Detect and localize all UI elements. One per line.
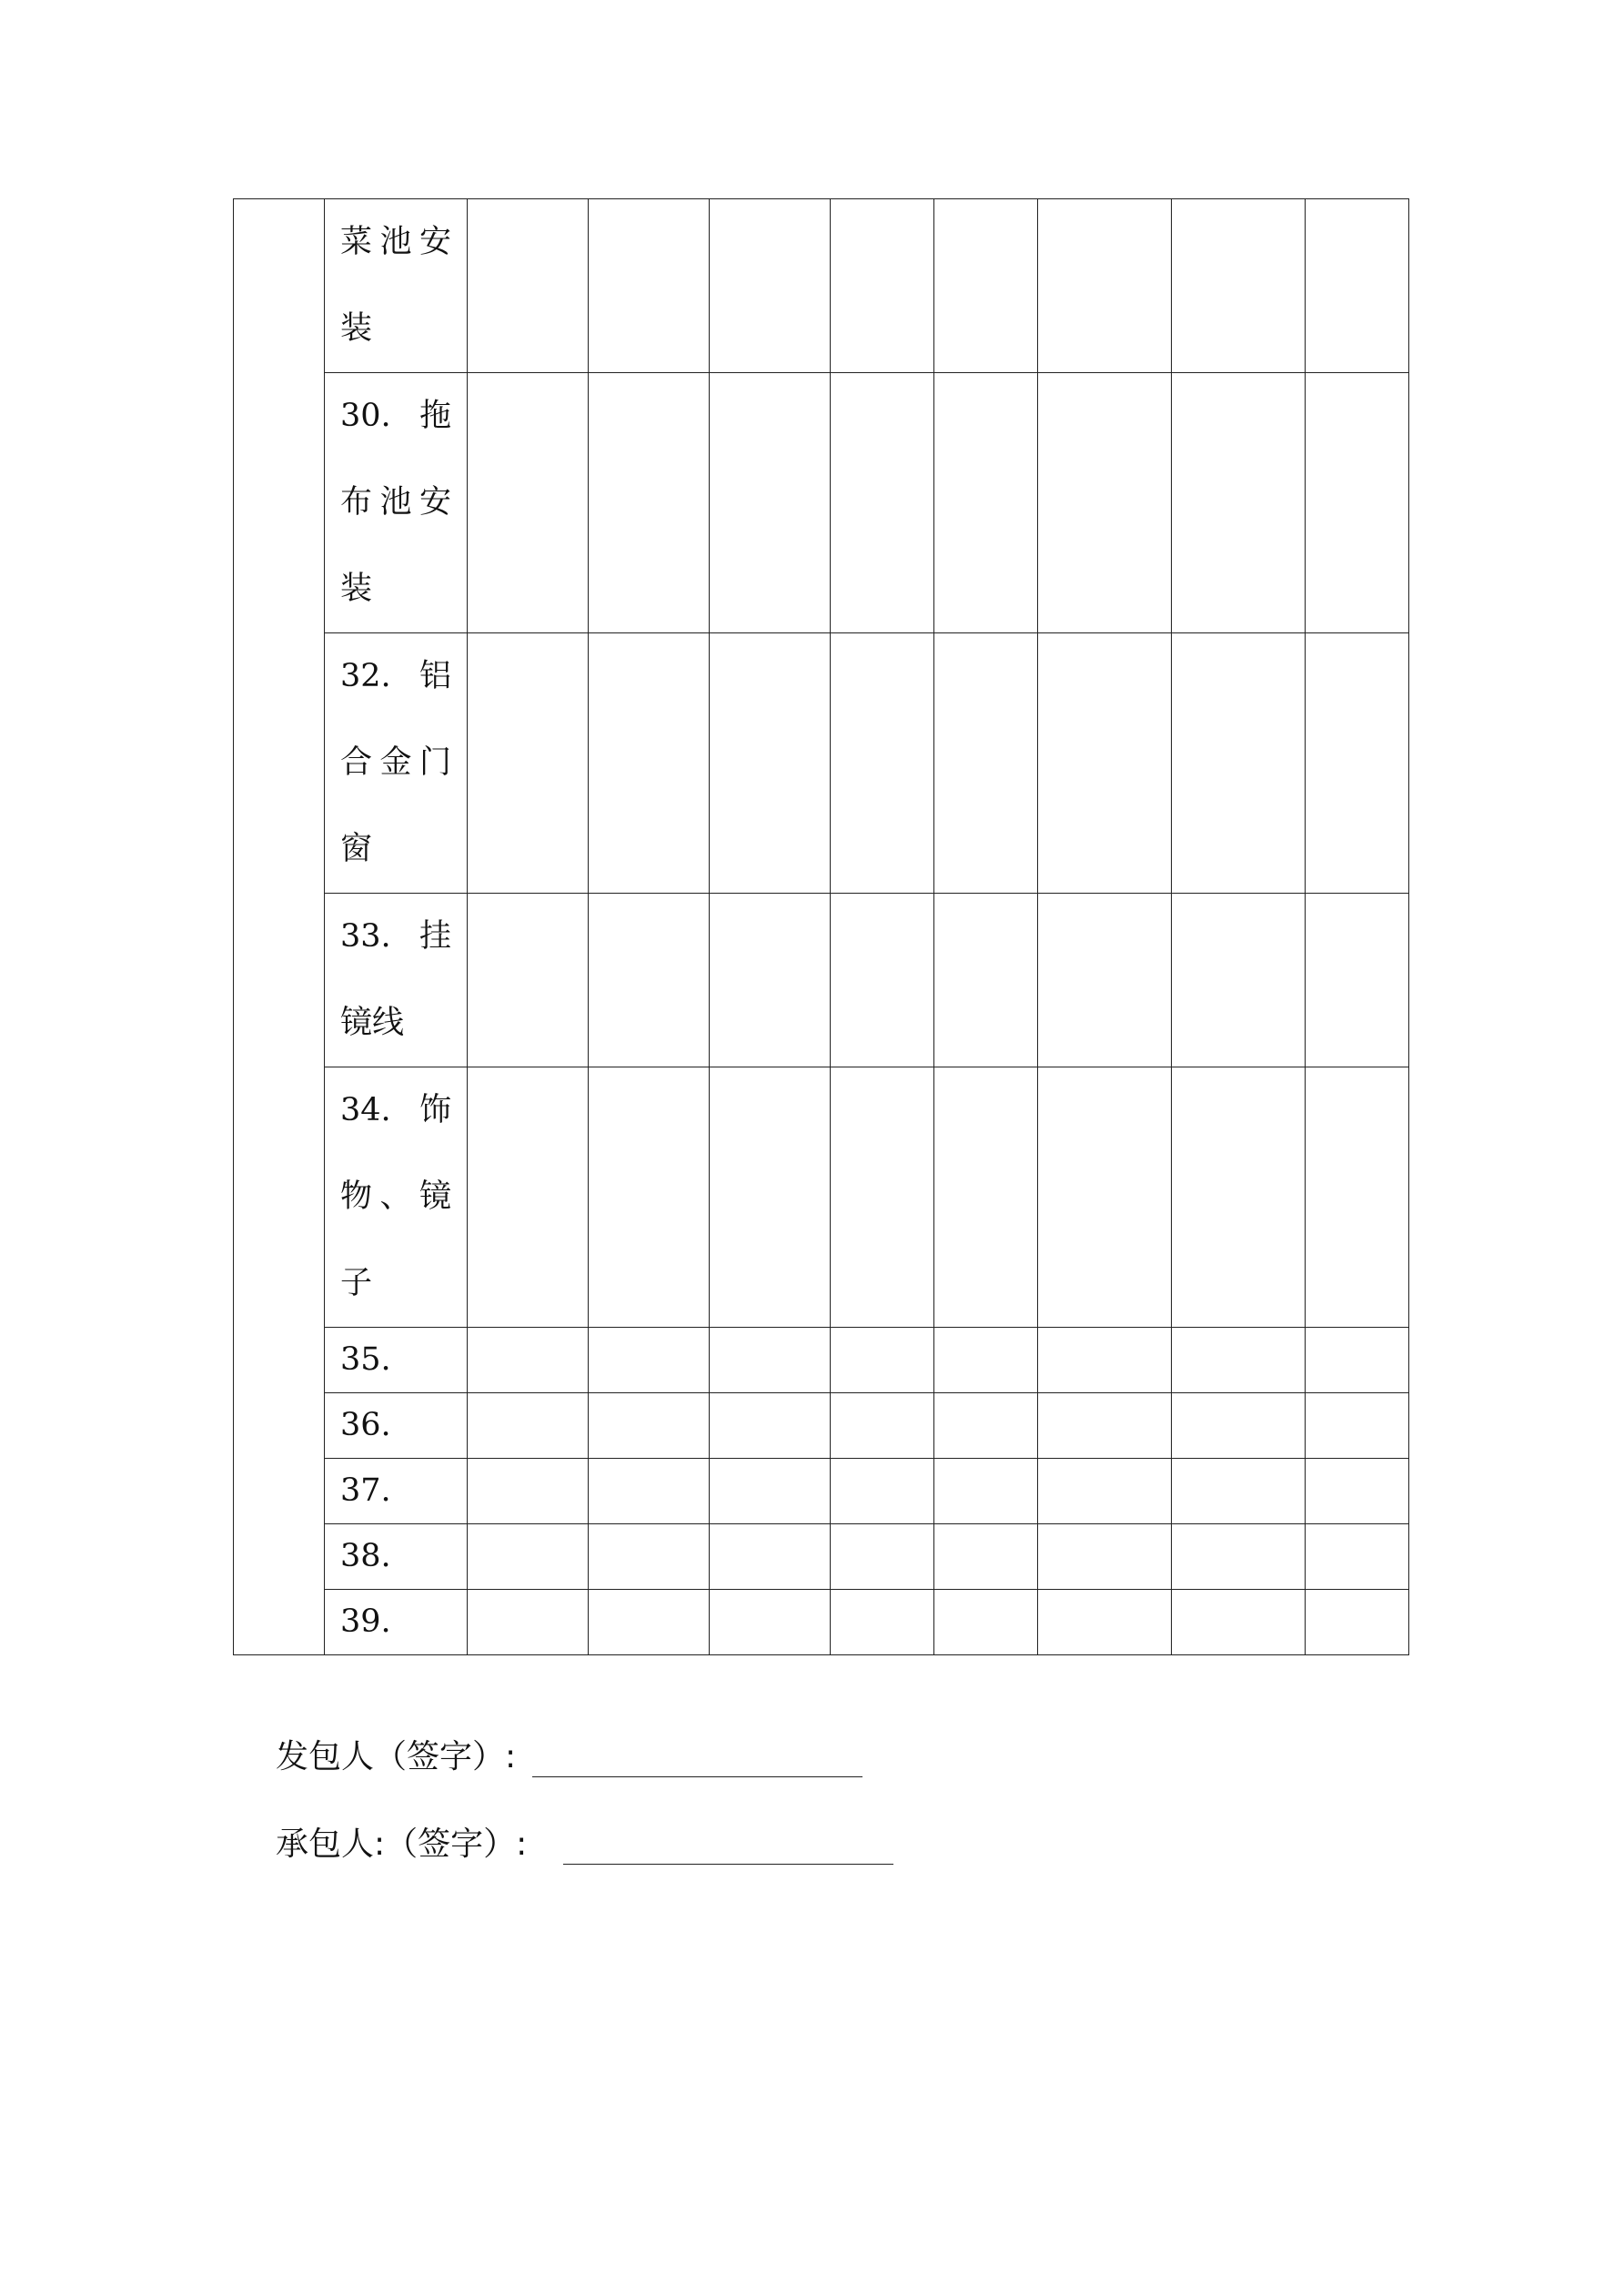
contractor-signature-line[interactable] <box>563 1829 893 1865</box>
contractor-signature-label: 承包人:（签字）: <box>276 1826 528 1863</box>
table-row <box>234 633 1409 894</box>
item-label: 37. <box>340 1472 391 1509</box>
item-label: 33. 挂镜线 <box>340 918 451 1041</box>
item-label: 30. 拖布池安装 <box>340 398 451 607</box>
table-row <box>234 1459 1409 1524</box>
employer-signature <box>276 1731 862 1777</box>
item-label: 35. <box>340 1341 391 1378</box>
item-cell <box>325 199 468 373</box>
table-row <box>234 894 1409 1067</box>
item-cell <box>325 1393 468 1459</box>
item-cell <box>325 1067 468 1328</box>
table-row <box>234 1524 1409 1590</box>
item-cell <box>325 1524 468 1590</box>
employer-signature-label: 发包人（签字）: <box>276 1738 517 1775</box>
construction-items-table <box>233 198 1409 1655</box>
table-row <box>234 1328 1409 1393</box>
item-cell <box>325 1459 468 1524</box>
item-label: 34. 饰物、镜子 <box>340 1092 451 1301</box>
table-row <box>234 1590 1409 1655</box>
table-row <box>234 373 1409 633</box>
table-row <box>234 1393 1409 1459</box>
category-cell <box>234 199 325 1655</box>
employer-signature-line[interactable] <box>532 1742 862 1777</box>
item-label: 32. 铝合金门窗 <box>340 658 451 867</box>
item-label: 菜池安装 <box>340 224 451 347</box>
item-cell <box>325 1328 468 1393</box>
item-label: 38. <box>340 1538 391 1574</box>
item-cell <box>325 633 468 894</box>
table-row <box>234 1067 1409 1328</box>
item-label: 39. <box>340 1603 391 1640</box>
item-cell <box>325 1590 468 1655</box>
item-cell <box>325 373 468 633</box>
contractor-signature <box>276 1818 893 1865</box>
item-label: 36. <box>340 1407 391 1443</box>
table-row <box>234 199 1409 373</box>
item-cell <box>325 894 468 1067</box>
